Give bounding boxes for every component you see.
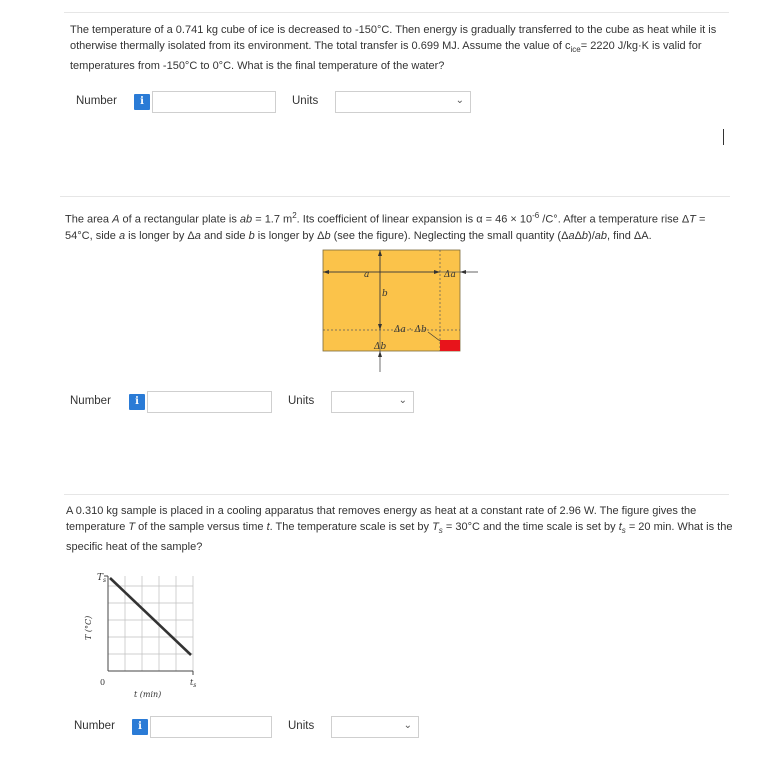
info-icon[interactable]: i: [132, 719, 148, 735]
label-ts: $t_s$: [190, 678, 197, 689]
question-1-text: The temperature of a 0.741 kg cube of ice is decreased to -150°C. Then energy is gradually transferred to the cube as heat while it is otherwise thermally isolated from its environment. The total transfer is 0.699 MJ. Assume the value of $c_{ice}= 2220$ J/kg·K is valid for temperatures from -150°C to 0°C. What is the final temperature of the water?: [70, 24, 717, 73]
units-select[interactable]: [331, 391, 414, 413]
label-b: b: [382, 289, 388, 299]
question-3-text: A 0.310 kg sample is placed in a cooling apparatus that removes energy as heat at a constant rate of 2.96 W. The figure gives the temperature T of the sample versus time t. The temperature scale is set by $T_s = 30^\circ C$ and the time scale is set by $t_s = 20$ min. What is the specific heat of the sample?: [66, 505, 733, 554]
units-select[interactable]: [335, 91, 471, 113]
label-delta-a: Δa: [444, 270, 456, 280]
number-label: Number: [76, 95, 117, 107]
cooling-graph-figure: [80, 568, 210, 703]
label-delta-a-delta-b: Δa · Δb: [394, 325, 427, 335]
number-label: Number: [70, 395, 111, 407]
plate-figure: [318, 246, 484, 376]
label-delta-b: Δb: [374, 342, 387, 352]
chevron-down-icon: ⌄: [398, 395, 407, 406]
chevron-down-icon: ⌄: [403, 720, 412, 731]
label-a: a: [364, 270, 370, 280]
temperature-line: [110, 578, 191, 655]
answer-number-input[interactable]: [150, 716, 272, 738]
separator-top: [64, 12, 729, 13]
units-label: Units: [288, 395, 315, 407]
label-Ts: $T_s$: [97, 573, 107, 584]
y-axis-label: T (°C): [84, 615, 93, 640]
info-icon[interactable]: i: [134, 94, 150, 110]
separator-q3: [64, 494, 729, 495]
corner-rect: [440, 340, 460, 351]
units-select[interactable]: [331, 716, 419, 738]
x-axis-label: t (min): [134, 690, 162, 699]
units-label: Units: [292, 95, 319, 107]
number-label: Number: [74, 720, 115, 732]
question-2-text: The area A of a rectangular plate is ab = 1.7 $m^2$. Its coefficient of linear expansion is $\alpha = 46 \times 10^{-6}$ /C°. After a temperature rise ΔT = 54°C, side a is longer by Δa and side b is longer by Δb (see the figure). Neglecting the small quantity (ΔaΔb)/ab, find ΔA.: [65, 211, 706, 242]
separator-q2: [60, 196, 730, 197]
chevron-down-icon: ⌄: [455, 95, 464, 106]
units-label: Units: [288, 720, 315, 732]
text-cursor: [723, 129, 724, 145]
label-zero: 0: [100, 678, 106, 687]
plate-rect: [323, 250, 460, 351]
answer-number-input[interactable]: [147, 391, 272, 413]
answer-number-input[interactable]: [152, 91, 276, 113]
info-icon[interactable]: i: [129, 394, 145, 410]
